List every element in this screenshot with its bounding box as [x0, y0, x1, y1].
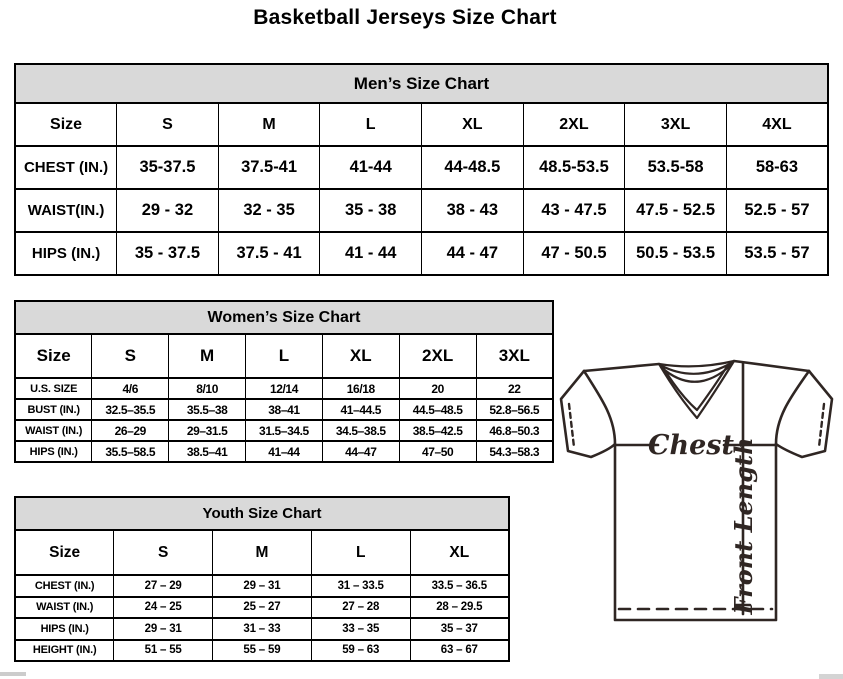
- table-row: [15, 378, 553, 399]
- table-cell: 58-63: [726, 146, 828, 189]
- column-header: 2XL: [399, 334, 476, 378]
- table-cell: 48.5-53.5: [523, 146, 625, 189]
- table-row: [15, 640, 509, 662]
- table-cell: 47 - 50.5: [523, 232, 625, 275]
- table-row: [15, 597, 509, 619]
- table-cell: 38.5–42.5: [399, 420, 476, 441]
- row-label: HEIGHT (IN.): [15, 640, 114, 662]
- table-cell: 27 – 28: [311, 597, 410, 619]
- table-cell: 38 - 43: [422, 189, 524, 232]
- table-cell: 28 – 29.5: [410, 597, 509, 619]
- table-caption: Youth Size Chart: [15, 497, 509, 530]
- collar-icon: [659, 361, 734, 418]
- page-title: Basketball Jerseys Size Chart: [253, 6, 557, 29]
- column-header: XL: [410, 530, 509, 575]
- cuff-dashed-seam-left: [569, 404, 574, 447]
- column-header: XL: [322, 334, 399, 378]
- table-cell: 35 – 37: [410, 618, 509, 640]
- table-cell: 33.5 – 36.5: [410, 575, 509, 597]
- table-cell: 25 – 27: [213, 597, 312, 619]
- table-cell: 37.5-41: [218, 146, 320, 189]
- table-cell: 4/6: [92, 378, 169, 399]
- table-cell: 52.5 - 57: [726, 189, 828, 232]
- jersey-measurement-diagram: [552, 354, 842, 660]
- scrollbar-fragment-left: [0, 672, 26, 676]
- column-header: L: [311, 530, 410, 575]
- row-label: WAIST (IN.): [15, 420, 92, 441]
- table-row: [15, 189, 828, 232]
- table-cell: 26–29: [92, 420, 169, 441]
- table-cell: 55 – 59: [213, 640, 312, 662]
- row-label: CHEST (IN.): [15, 146, 117, 189]
- table-cell: 33 – 35: [311, 618, 410, 640]
- column-header: M: [218, 103, 320, 146]
- table-cell: 44–47: [322, 441, 399, 462]
- column-header-row: [15, 334, 553, 378]
- table-cell: 53.5-58: [625, 146, 727, 189]
- table-cell: 20: [399, 378, 476, 399]
- row-label: CHEST (IN.): [15, 575, 114, 597]
- column-header: S: [92, 334, 169, 378]
- column-header: 4XL: [726, 103, 828, 146]
- column-header: 3XL: [476, 334, 553, 378]
- table-cell: 24 – 25: [114, 597, 213, 619]
- table-cell: 12/14: [246, 378, 323, 399]
- table-cell: 41–44.5: [322, 399, 399, 420]
- table-cell: 35 - 38: [320, 189, 422, 232]
- table-cell: 38.5–41: [169, 441, 246, 462]
- table-cell: 22: [476, 378, 553, 399]
- table-cell: 63 – 67: [410, 640, 509, 662]
- table-cell: 38–41: [246, 399, 323, 420]
- table-cell: 35-37.5: [117, 146, 219, 189]
- column-header: L: [246, 334, 323, 378]
- column-header: M: [169, 334, 246, 378]
- table-cell: 53.5 - 57: [726, 232, 828, 275]
- womens-size-table: [14, 300, 554, 463]
- table-cell: 47.5 - 52.5: [625, 189, 727, 232]
- size-corner-header: Size: [15, 103, 117, 146]
- table-cell: 31 – 33: [213, 618, 312, 640]
- column-header: S: [117, 103, 219, 146]
- table-row: [15, 399, 553, 420]
- column-header: M: [213, 530, 312, 575]
- front-length-measurement-label: Front Length: [729, 437, 758, 615]
- table-cell: 41–44: [246, 441, 323, 462]
- table-cell: 29 – 31: [213, 575, 312, 597]
- table-caption: Men’s Size Chart: [15, 64, 828, 103]
- table-cell: 27 – 29: [114, 575, 213, 597]
- column-header-row: [15, 530, 509, 575]
- row-label: WAIST(IN.): [15, 189, 117, 232]
- table-cell: 31 – 33.5: [311, 575, 410, 597]
- table-caption-row: [15, 301, 553, 334]
- table-cell: 29 - 32: [117, 189, 219, 232]
- youth-size-table: [14, 496, 510, 662]
- table-caption-row: [15, 64, 828, 103]
- table-cell: 35.5–58.5: [92, 441, 169, 462]
- table-cell: 44.5–48.5: [399, 399, 476, 420]
- column-header: S: [114, 530, 213, 575]
- column-header: 3XL: [625, 103, 727, 146]
- table-cell: 54.3–58.3: [476, 441, 553, 462]
- table-cell: 52.8–56.5: [476, 399, 553, 420]
- table-cell: 43 - 47.5: [523, 189, 625, 232]
- table-cell: 35.5–38: [169, 399, 246, 420]
- table-cell: 44-48.5: [422, 146, 524, 189]
- table-cell: 59 – 63: [311, 640, 410, 662]
- mens-size-table: [14, 63, 829, 276]
- table-cell: 8/10: [169, 378, 246, 399]
- table-cell: 32 - 35: [218, 189, 320, 232]
- row-label: WAIST (IN.): [15, 597, 114, 619]
- table-cell: 35 - 37.5: [117, 232, 219, 275]
- column-header-row: [15, 103, 828, 146]
- column-header: 2XL: [523, 103, 625, 146]
- table-cell: 29–31.5: [169, 420, 246, 441]
- row-label: HIPS (IN.): [15, 618, 114, 640]
- table-row: [15, 146, 828, 189]
- table-row: [15, 420, 553, 441]
- table-row: [15, 618, 509, 640]
- scrollbar-fragment-right: [819, 674, 843, 679]
- table-cell: 41 - 44: [320, 232, 422, 275]
- size-corner-header: Size: [15, 334, 92, 378]
- table-row: [15, 441, 553, 462]
- table-caption: Women’s Size Chart: [15, 301, 553, 334]
- row-label: BUST (IN.): [15, 399, 92, 420]
- chest-measurement-label: Chest: [648, 430, 734, 461]
- table-cell: 46.8–50.3: [476, 420, 553, 441]
- table-cell: 41-44: [320, 146, 422, 189]
- cuff-dashed-seam-right: [819, 404, 824, 447]
- table-cell: 47–50: [399, 441, 476, 462]
- table-cell: 50.5 - 53.5: [625, 232, 727, 275]
- table-cell: 51 – 55: [114, 640, 213, 662]
- table-cell: 34.5–38.5: [322, 420, 399, 441]
- column-header: XL: [422, 103, 524, 146]
- column-header: L: [320, 103, 422, 146]
- table-cell: 29 – 31: [114, 618, 213, 640]
- size-corner-header: Size: [15, 530, 114, 575]
- row-label: U.S. SIZE: [15, 378, 92, 399]
- table-cell: 16/18: [322, 378, 399, 399]
- table-cell: 37.5 - 41: [218, 232, 320, 275]
- table-cell: 44 - 47: [422, 232, 524, 275]
- table-cell: 31.5–34.5: [246, 420, 323, 441]
- row-label: HIPS (IN.): [15, 441, 92, 462]
- table-row: [15, 232, 828, 275]
- table-row: [15, 575, 509, 597]
- row-label: HIPS (IN.): [15, 232, 117, 275]
- table-caption-row: [15, 497, 509, 530]
- table-cell: 32.5–35.5: [92, 399, 169, 420]
